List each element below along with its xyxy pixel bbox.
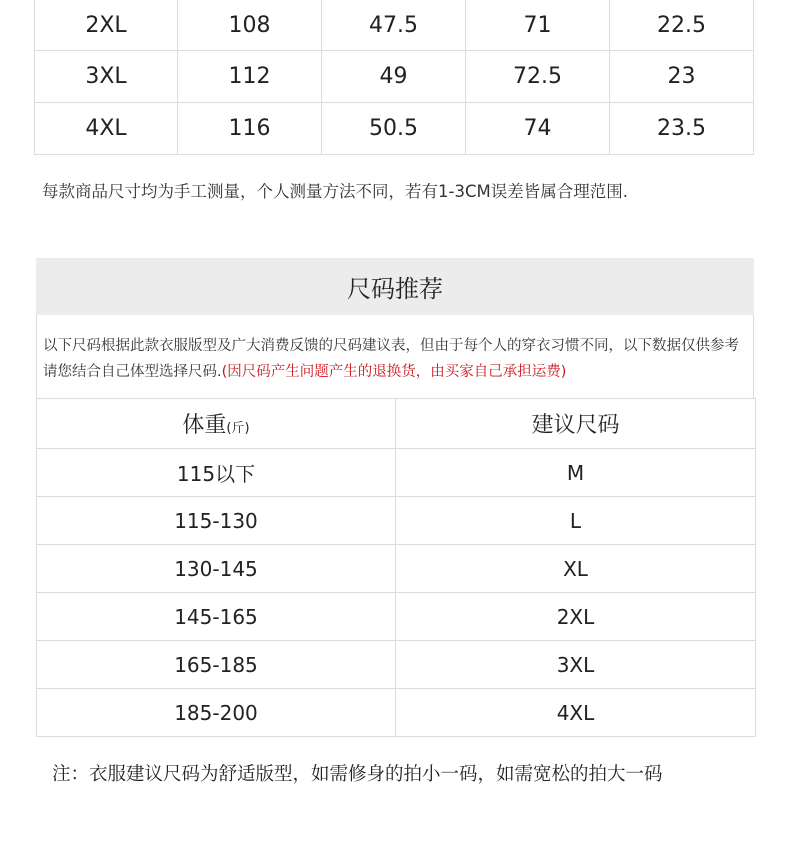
measurement-note: 每款商品尺寸均为手工测量，个人测量方法不同，若有1-3CM误差皆属合理范围. (42, 182, 628, 201)
weight-header-label: 体重 (182, 413, 227, 438)
table-cell: 72.5 (466, 51, 610, 103)
table-cell: 108 (178, 0, 322, 51)
weight-cell: 145-165 (37, 593, 396, 641)
size-cell: XL (396, 545, 756, 593)
table-cell: 50.5 (322, 103, 466, 155)
size-chart-table (34, 0, 754, 155)
size-cell: 3XL (35, 51, 178, 103)
weight-cell: 115以下 (37, 449, 396, 497)
recommendation-intro (36, 315, 754, 398)
weight-column-header (37, 399, 396, 449)
table-cell: 116 (178, 103, 322, 155)
size-cell: 2XL (35, 0, 178, 51)
table-cell: 22.5 (610, 0, 754, 51)
table-cell: 49 (322, 51, 466, 103)
table-row (37, 641, 756, 689)
size-cell: 4XL (396, 689, 756, 737)
size-cell: L (396, 497, 756, 545)
weight-cell: 165-185 (37, 641, 396, 689)
table-cell: 23.5 (610, 103, 754, 155)
weight-unit: (斤) (226, 421, 250, 436)
size-cell: 4XL (35, 103, 178, 155)
table-row (35, 51, 754, 103)
table-row (35, 0, 754, 51)
table-cell: 74 (466, 103, 610, 155)
weight-cell: 185-200 (37, 689, 396, 737)
size-cell: M (396, 449, 756, 497)
weight-cell: 115-130 (37, 497, 396, 545)
table-row (35, 103, 754, 155)
table-row (37, 497, 756, 545)
size-cell: 2XL (396, 593, 756, 641)
weight-cell: 130-145 (37, 545, 396, 593)
table-header-row (37, 399, 756, 449)
table-row (37, 593, 756, 641)
table-cell: 71 (466, 0, 610, 51)
size-cell: 3XL (396, 641, 756, 689)
table-row (37, 689, 756, 737)
size-column-header: 建议尺码 (396, 399, 756, 449)
table-row (37, 449, 756, 497)
recommendation-title: 尺码推荐 (36, 258, 754, 315)
intro-text: 以下尺码根据此款衣服版型及广大消费反馈的尺码建议表，但由于每个人的穿衣习惯不同，以下数据仅供参考请您结合自己体型选择尺码. (43, 338, 739, 380)
table-cell: 23 (610, 51, 754, 103)
intro-warning: (因尺码产生问题产生的退换货，由买家自己承担运费) (221, 364, 567, 380)
size-recommendation-table (36, 398, 756, 737)
table-cell: 47.5 (322, 0, 466, 51)
table-row (37, 545, 756, 593)
table-cell: 112 (178, 51, 322, 103)
fit-advice-note: 注：衣服建议尺码为舒适版型，如需修身的拍小一码，如需宽松的拍大一码 (52, 764, 663, 785)
